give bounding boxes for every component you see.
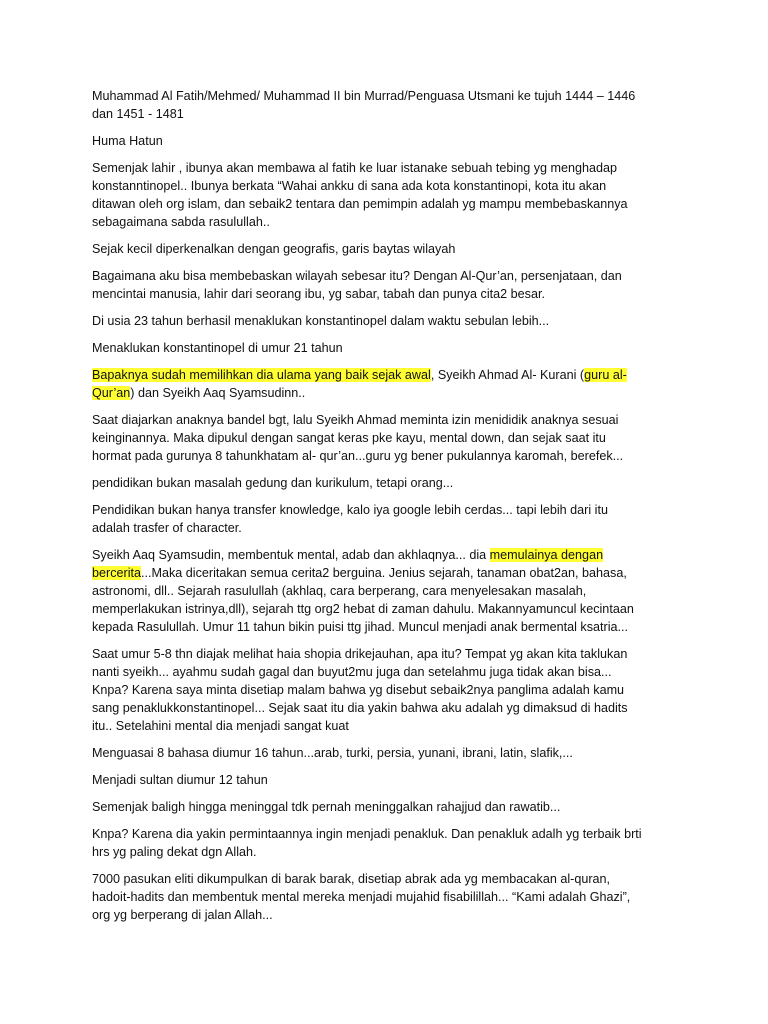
paragraph bbox=[92, 546, 648, 636]
text-segment: Menaklukan konstantinopel di umur 21 tahun bbox=[92, 341, 343, 355]
paragraph bbox=[92, 474, 648, 492]
paragraph bbox=[92, 771, 648, 789]
text-segment: pendidikan bukan masalah gedung dan kurikulum, tetapi orang... bbox=[92, 476, 454, 490]
paragraph bbox=[92, 501, 648, 537]
text-segment: Semenjak baligh hingga meninggal tdk pernah meninggalkan rahajjud dan rawatib... bbox=[92, 800, 561, 814]
paragraph bbox=[92, 267, 648, 303]
text-segment: 7000 pasukan eliti dikumpulkan di barak barak, disetiap abrak ada yg membacakan al-quran, hadoit-hadits dan membentuk mental mereka menjadi mujahid fisabilillah... “Kami adalah Ghazi”, org yg berperang di jalan Allah... bbox=[92, 872, 631, 922]
paragraph bbox=[92, 870, 648, 924]
paragraph bbox=[92, 411, 648, 465]
text-segment: Pendidikan bukan hanya transfer knowledge, kalo iya google lebih cerdas... tapi lebih dari itu adalah trasfer of character. bbox=[92, 503, 608, 535]
text-segment: Muhammad Al Fatih/Mehmed/ Muhammad II bin Murrad/Penguasa Utsmani ke tujuh 1444 – 1446 dan 1451 - 1481 bbox=[92, 89, 636, 121]
paragraph bbox=[92, 339, 648, 357]
text-segment: Menguasai 8 bahasa diumur 16 tahun...arab, turki, persia, yunani, ibrani, latin, slafik,... bbox=[92, 746, 573, 760]
text-segment: Saat diajarkan anaknya bandel bgt, lalu Syeikh Ahmad meminta izin menididik anaknya sesuai keinginannya. Maka dipukul dengan sangat keras pke kayu, mental down, dan sejak saat itu hormat pada gurunya 8 tahunkhatam al- qur’an...guru yg bener pukulannya karomah, berefek... bbox=[92, 413, 624, 463]
text-segment: Sejak kecil diperkenalkan dengan geografis, garis baytas wilayah bbox=[92, 242, 456, 256]
paragraph bbox=[92, 159, 648, 231]
text-segment: Menjadi sultan diumur 12 tahun bbox=[92, 773, 268, 787]
text-segment: ) dan Syeikh Aaq Syamsudinn.. bbox=[130, 386, 306, 400]
highlighted-text: memulainya dengan bercerita bbox=[92, 548, 604, 580]
highlighted-text: guru al-Qur’an bbox=[92, 368, 627, 400]
paragraph bbox=[92, 312, 648, 330]
paragraph bbox=[92, 825, 648, 861]
paragraph bbox=[92, 366, 648, 402]
text-segment: Di usia 23 tahun berhasil menaklukan konstantinopel dalam waktu sebulan lebih... bbox=[92, 314, 550, 328]
paragraph bbox=[92, 132, 648, 150]
paragraph bbox=[92, 645, 648, 735]
highlighted-text: Bapaknya sudah memilihkan dia ulama yang baik sejak awal bbox=[92, 368, 431, 382]
text-segment: Bagaimana aku bisa membebaskan wilayah sebesar itu? Dengan Al-Qur’an, persenjataan, dan mencintai manusia, lahir dari seorang ibu, yg sabar, tabah dan punya cita2 besar. bbox=[92, 269, 622, 301]
text-segment: , Syeikh Ahmad Al- Kurani ( bbox=[430, 368, 585, 382]
text-segment: Huma Hatun bbox=[92, 134, 163, 148]
paragraph bbox=[92, 744, 648, 762]
text-segment: ...Maka diceritakan semua cerita2 berguina. Jenius sejarah, tanaman obat2an, bahasa, astronomi, dll.. Sejarah rasulullah (akhlaq, cara berperang, cara menyelesakan masalah, memperlakukan istrinya,dll), sejarah ttg org2 hebat di zaman dahulu. Makannyamuncul kecintaan kepada Rasulullah. Umur 11 tahun bikin puisi ttg jihad. Muncul menjadi anak bermental ksatria... bbox=[92, 566, 634, 634]
paragraph bbox=[92, 240, 648, 258]
text-segment: Saat umur 5-8 thn diajak melihat haia shopia drikejauhan, apa itu? Tempat yg akan kita taklukan nanti syeikh... ayahmu sudah gagal dan buyut2mu juga dan setelahmu juga tidak akan bisa... Knpa? Karena saya minta disetiap malam bahwa yg disebut sebaik2nya panglima adalah kamu sang penaklukkonstantinopel... Sejak saat itu dia yakin bahwa aku adalah yg dimaksud di hadits itu.. Setelahini mental dia menjadi sangat kuat bbox=[92, 647, 628, 733]
document-page bbox=[92, 87, 648, 933]
text-segment: Syeikh Aaq Syamsudin, membentuk mental, adab dan akhlaqnya... dia bbox=[92, 548, 490, 562]
text-segment: Semenjak lahir , ibunya akan membawa al fatih ke luar istanake sebuah tebing yg menghadap konstanntinopel.. Ibunya berkata “Wahai ankku di sana ada kota konstantinopi, kota itu akan ditawan oleh org islam, dan sebaik2 tentara dan pemimpin adalah yg mampu membebaskannya sebagaimana sabda rasulullah.. bbox=[92, 161, 628, 229]
text-segment: Knpa? Karena dia yakin permintaannya ingin menjadi penakluk. Dan penakluk adalh yg terbaik brti hrs yg paling dekat dgn Allah. bbox=[92, 827, 642, 859]
paragraph bbox=[92, 798, 648, 816]
paragraph bbox=[92, 87, 648, 123]
